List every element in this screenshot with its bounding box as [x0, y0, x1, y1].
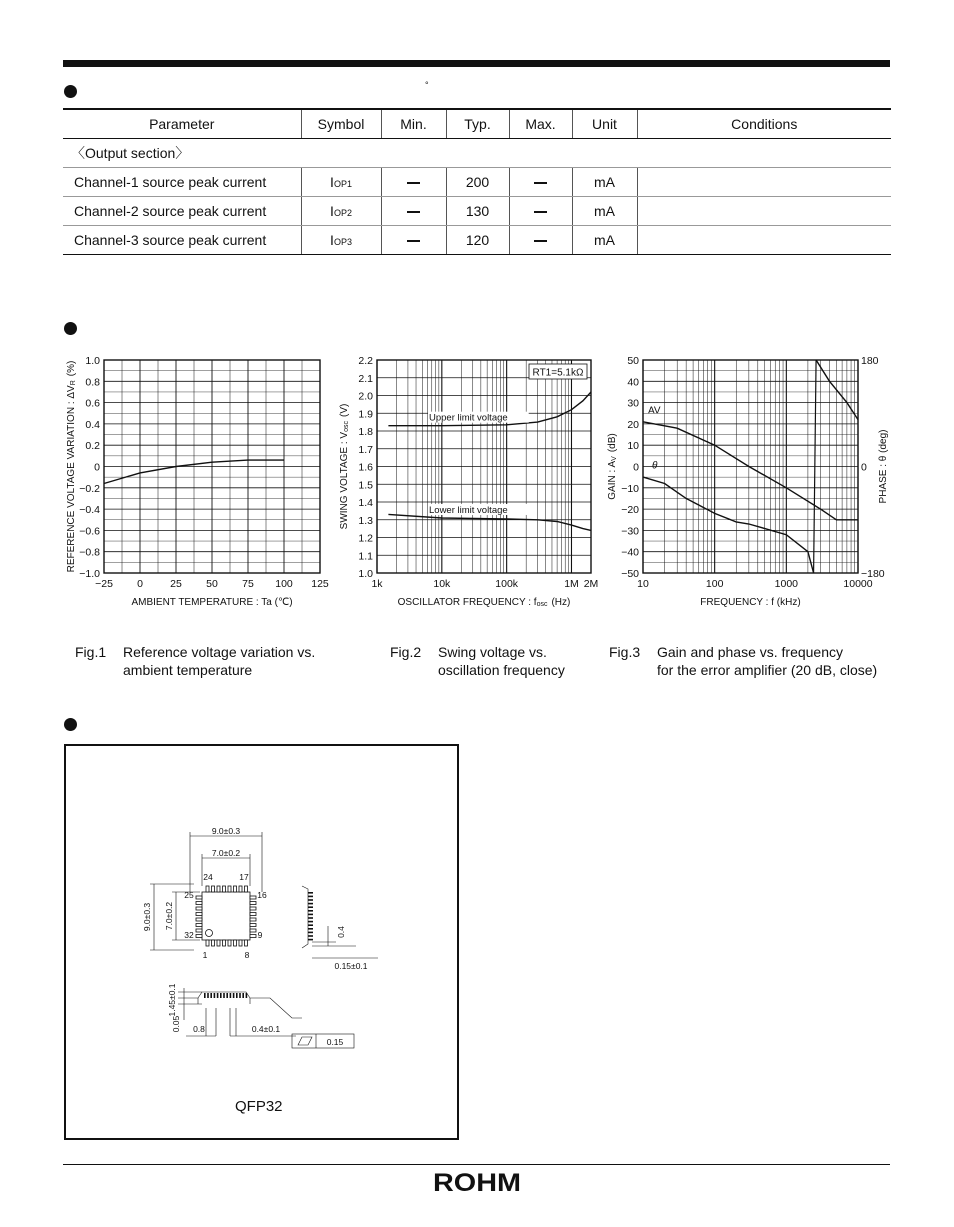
bottom-rule [63, 1164, 890, 1165]
package-drawing [66, 746, 457, 1138]
y-axis-label-unit: (%) [66, 360, 77, 377]
y-tick-label: −40 [621, 546, 639, 559]
lead [308, 932, 313, 934]
x-tick-label: 10k [433, 578, 451, 590]
series-label: θ [652, 460, 658, 472]
y-tick-label: −0.4 [79, 504, 100, 517]
output-section-label: 〈Output section〉 [63, 139, 891, 168]
y-tick-label: 1.1 [358, 550, 373, 563]
y-tick-label: 1.9 [358, 408, 373, 421]
cell-typ: 120 [446, 226, 509, 255]
lead [223, 993, 225, 998]
lead [228, 940, 231, 946]
y-tick-label: 40 [627, 376, 639, 389]
cell-unit: mA [572, 226, 637, 255]
lead [196, 929, 202, 932]
y-tick-label: 0 [94, 461, 100, 474]
y-tick-label: 0.2 [85, 440, 100, 453]
dim-flatness: 0.15 [326, 1037, 344, 1047]
y-tick-label: 2.2 [358, 355, 373, 367]
y-tick-label: 2.0 [358, 390, 373, 403]
caption-number: Fig.3 [609, 644, 641, 660]
pin-number: 25 [184, 890, 194, 900]
x-tick-label: 0 [137, 578, 143, 590]
x-tick-label: 10 [637, 578, 649, 590]
lead [308, 896, 313, 898]
dim-lead-pitch: 0.4 [336, 926, 346, 938]
header-min: Min. [381, 109, 446, 139]
dim-outer-height: 9.0±0.3 [142, 902, 152, 932]
lead [242, 993, 244, 998]
series-label: Lower limit voltage [429, 504, 508, 516]
y2-tick-label: −180 [861, 568, 885, 580]
header-symbol: Symbol [301, 109, 381, 139]
pin-number: 24 [203, 872, 213, 882]
y-axis-label: GAIN : AV(dB) [607, 433, 618, 500]
series-line [643, 477, 814, 573]
lead [206, 886, 209, 892]
lead [308, 906, 313, 908]
y-axis-label-sub: osc [343, 421, 350, 432]
y-tick-label: 10 [627, 440, 639, 453]
chart-3 [607, 355, 889, 608]
y-tick-label: 1.5 [358, 479, 373, 492]
lead [226, 993, 228, 998]
x-axis-label-sub: osc [536, 601, 548, 608]
x-tick-label: 50 [206, 578, 218, 590]
cell-symbol: IOP2 [301, 197, 381, 226]
lead [308, 910, 313, 912]
y-tick-label: −50 [621, 568, 639, 580]
lead [250, 902, 256, 905]
cell-parameter: Channel-2 source peak current [63, 197, 301, 226]
y-axis-label: REFERENCE VOLTAGE VARIATION : ΔVR(%) [66, 360, 77, 573]
caption-number: Fig.1 [75, 644, 107, 660]
y-axis-label-sub: R [70, 380, 77, 386]
lead [308, 917, 313, 919]
lead [196, 913, 202, 916]
pin-number: 8 [244, 950, 250, 960]
x-tick-label: −25 [95, 578, 113, 590]
y-tick-label: 1.3 [358, 514, 373, 527]
y-tick-label: −1.0 [79, 568, 100, 580]
pin-number: 32 [184, 930, 194, 940]
lead [308, 903, 313, 905]
y-tick-label: 0 [633, 461, 639, 474]
lead [308, 921, 313, 923]
lead [217, 886, 220, 892]
x-tick-label: 100 [705, 578, 724, 590]
series-line [388, 514, 591, 530]
section-bullet-package [64, 718, 77, 731]
dim-inner-height: 7.0±0.2 [164, 901, 174, 931]
y-tick-label: 1.0 [358, 568, 373, 580]
dim-foot: 0.4±0.1 [251, 1024, 281, 1034]
lead [234, 886, 237, 892]
lead [308, 935, 313, 937]
y-axis-label-sub: V [611, 456, 618, 461]
lead [204, 993, 206, 998]
y-tick-label: 0.6 [85, 397, 100, 410]
lead [250, 935, 256, 938]
lead [196, 902, 202, 905]
y-axis-label-unit: (dB) [607, 433, 618, 453]
series-line [643, 422, 858, 520]
lead [223, 940, 226, 946]
lead [236, 993, 238, 998]
dim-height: 1.45±0.1 [167, 983, 177, 1017]
y-tick-label: 30 [627, 397, 639, 410]
lead [308, 924, 313, 926]
lead [196, 918, 202, 921]
pin1-mark [206, 930, 213, 937]
series-label: AV [648, 405, 661, 417]
lead [233, 993, 235, 998]
package-name: QFP32 [235, 1098, 283, 1115]
y2-axis-label: PHASE : θ (deg) [878, 429, 889, 504]
lead [207, 993, 209, 998]
lead [308, 914, 313, 916]
header-unit: Unit [572, 109, 637, 139]
x-axis-label: AMBIENT TEMPERATURE : Ta (℃) [131, 597, 293, 608]
lead [223, 886, 226, 892]
cell-parameter: Channel-3 source peak current [63, 226, 301, 255]
cell-parameter: Channel-1 source peak current [63, 168, 301, 197]
pin-number: 9 [257, 930, 263, 940]
lead [217, 993, 219, 998]
lead [228, 886, 231, 892]
x-tick-label: 125 [311, 578, 329, 590]
y-tick-label: −0.8 [79, 546, 100, 559]
header-conditions: Conditions [637, 109, 891, 139]
y-tick-label: 1.6 [358, 461, 373, 474]
y-tick-label: −30 [621, 525, 639, 538]
x-axis-label: FREQUENCY : f (kHz) [700, 597, 801, 608]
x-tick-label: 25 [170, 578, 182, 590]
dim-lead-width: 0.15±0.1 [334, 961, 368, 971]
y-tick-label: −20 [621, 504, 639, 517]
lead [234, 940, 237, 946]
caption-fig1 [75, 643, 365, 683]
package-outline-box [64, 744, 459, 1140]
x-tick-label: 1k [371, 578, 383, 590]
lead [308, 899, 313, 901]
dim-outer-width: 9.0±0.3 [211, 826, 241, 836]
dim-standoff: 0.05 [171, 1015, 181, 1033]
lead [250, 896, 256, 899]
caption-line: for the error amplifier (20 dB, close) [657, 662, 878, 678]
caption-number: Fig.2 [390, 644, 422, 660]
cell-typ: 130 [446, 197, 509, 226]
caption-line: oscillation frequency [438, 662, 565, 678]
x-tick-label: 1M [564, 578, 579, 590]
x-tick-label: 2M [583, 578, 599, 590]
y-tick-label: −0.2 [79, 482, 100, 495]
x-axis-label-unit: (Hz) [551, 597, 571, 608]
y-tick-label: 50 [627, 355, 639, 367]
x-axis-label: OSCILLATOR FREQUENCY : fosc (Hz) [397, 597, 571, 608]
degree-symbol: ° [425, 80, 429, 90]
caption-line: Reference voltage variation vs. [123, 644, 316, 660]
dim-inner-width: 7.0±0.2 [211, 848, 241, 858]
lead [308, 892, 313, 894]
cell-symbol: IOP3 [301, 226, 381, 255]
pin-number: 16 [257, 890, 267, 900]
lead [196, 907, 202, 910]
y2-tick-label: 180 [861, 355, 879, 367]
lead [196, 924, 202, 927]
lead [206, 940, 209, 946]
x-tick-label: 1000 [774, 578, 799, 590]
lead [239, 993, 241, 998]
caption-line: ambient temperature [123, 662, 253, 678]
lead [230, 993, 232, 998]
y-tick-label: −0.6 [79, 525, 100, 538]
cell-typ: 200 [446, 168, 509, 197]
y-axis-label-unit: (V) [339, 403, 350, 418]
chip-body [202, 892, 250, 940]
lead [250, 929, 256, 932]
cell-unit: mA [572, 168, 637, 197]
y-tick-label: 2.1 [358, 372, 373, 385]
lead [250, 913, 256, 916]
header-typ: Typ. [446, 109, 509, 139]
svg-text:ROHM: ROHM [433, 1170, 521, 1194]
y-tick-label: 1.4 [358, 497, 373, 509]
lead [245, 940, 248, 946]
cell-symbol: IOP1 [301, 168, 381, 197]
chart-2 [339, 355, 598, 608]
y-tick-label: 0.4 [85, 418, 100, 431]
header-parameter: Parameter [63, 109, 301, 139]
header-max: Max. [509, 109, 572, 139]
rohm-logo [432, 1170, 522, 1194]
y-tick-label: −10 [621, 482, 639, 495]
y-tick-label: 1.2 [358, 532, 373, 545]
caption-fig2 [390, 643, 600, 683]
lead [250, 907, 256, 910]
y-tick-label: 1.7 [358, 443, 373, 456]
y-tick-label: 1.8 [358, 426, 373, 438]
caption-fig3 [609, 643, 899, 683]
x-tick-label: 100 [275, 578, 293, 590]
x-tick-label: 100k [495, 578, 519, 590]
y2-tick-label: 0 [861, 461, 867, 474]
series-label: Upper limit voltage [429, 412, 508, 424]
lead [196, 896, 202, 899]
lead [210, 993, 212, 998]
y-tick-label: 1.0 [85, 355, 100, 367]
cell-unit: mA [572, 197, 637, 226]
lead [212, 940, 215, 946]
lead [214, 993, 216, 998]
lead [239, 886, 242, 892]
lead [239, 940, 242, 946]
series-line [816, 360, 858, 420]
x-tick-label: 10000 [843, 578, 873, 590]
chart-1 [66, 355, 329, 608]
y-tick-label: 20 [627, 418, 639, 431]
lead [220, 993, 222, 998]
caption-line: Swing voltage vs. [438, 644, 547, 660]
lead [308, 928, 313, 930]
y-tick-label: 0.8 [85, 376, 100, 389]
dim-pitch: 0.8 [193, 1024, 205, 1034]
caption-line: Gain and phase vs. frequency [657, 644, 844, 660]
lead [250, 918, 256, 921]
pin-number: 1 [202, 950, 208, 960]
lead [217, 940, 220, 946]
annotation-text: RT1=5.1kΩ [532, 367, 584, 379]
lead [308, 939, 313, 941]
y-axis-label: SWING VOLTAGE : Vosc(V) [339, 403, 350, 530]
lead [212, 886, 215, 892]
pin-number: 17 [239, 872, 249, 882]
lead [250, 924, 256, 927]
lead [245, 886, 248, 892]
lead [196, 935, 202, 938]
x-tick-label: 75 [242, 578, 254, 590]
